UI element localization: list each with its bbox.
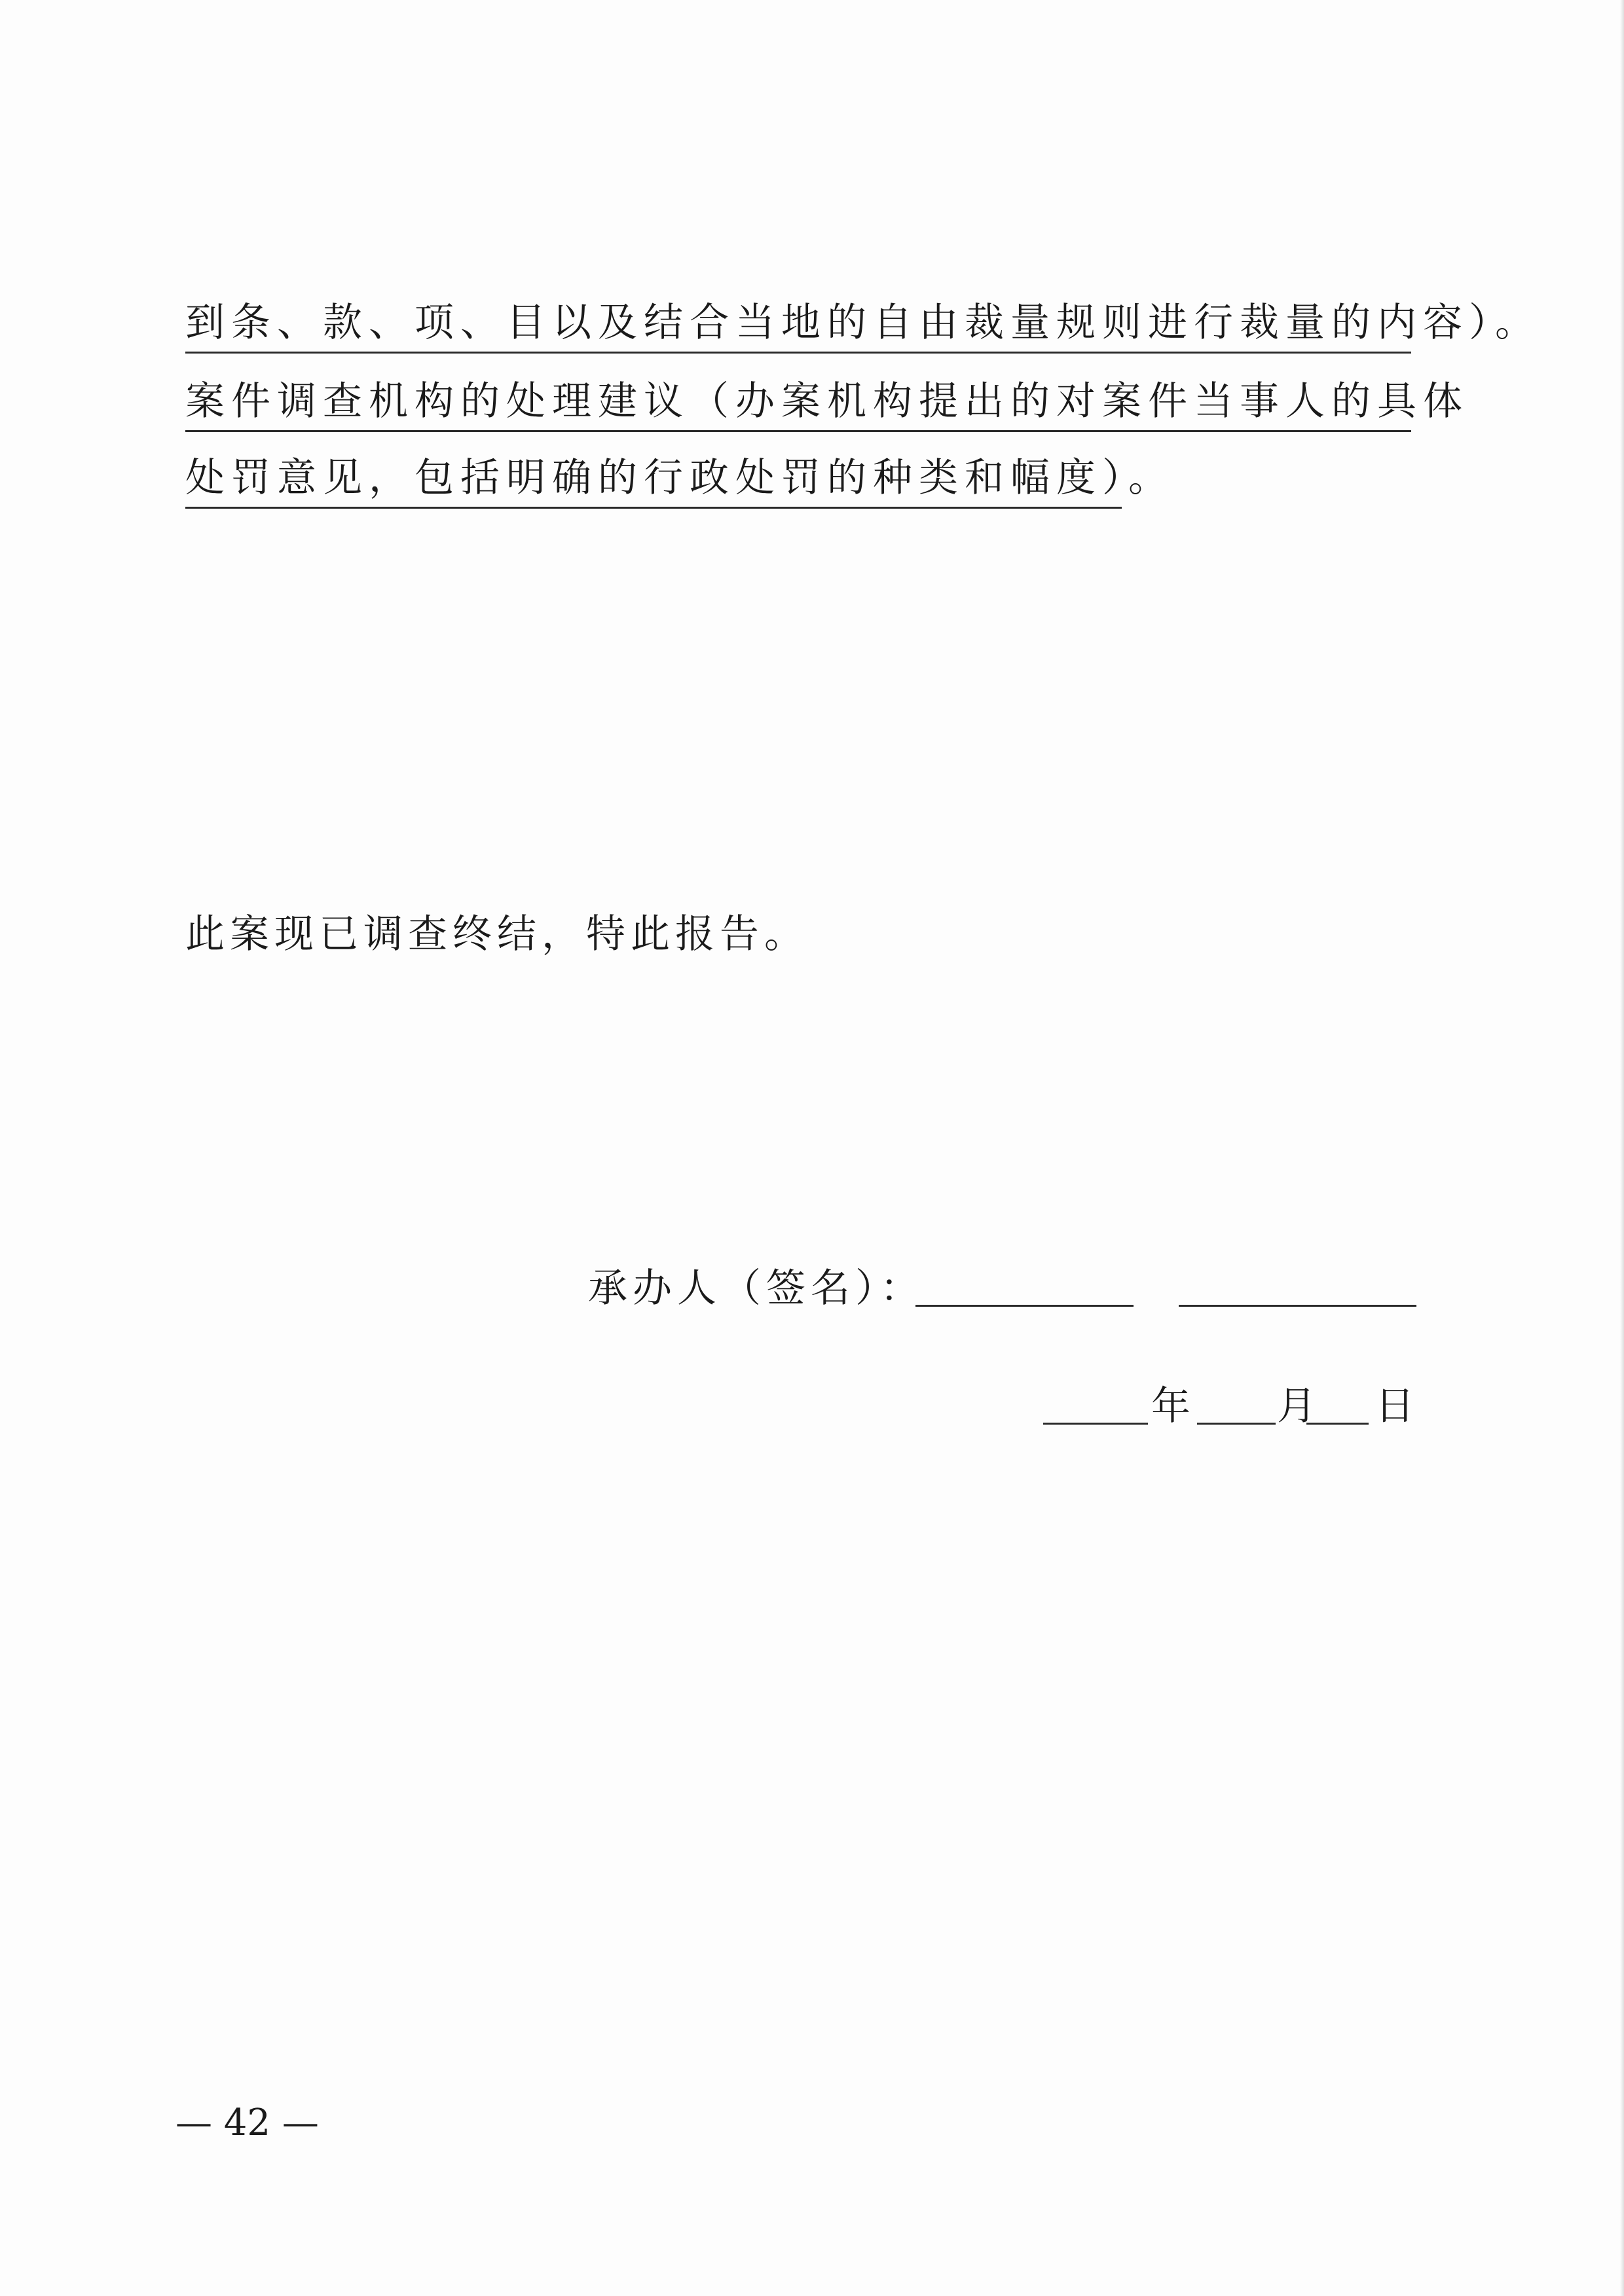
date-year-label: 年 bbox=[1151, 1383, 1190, 1429]
body-line-3: 处罚意见，包括明确的行政处罚的种类和幅度）。 bbox=[185, 458, 1122, 509]
date-day-label: 日 bbox=[1375, 1383, 1414, 1429]
conclusion-text: 此案现已调查终结，特此报告。 bbox=[185, 911, 809, 957]
signer-label: 承办人（签名）： bbox=[588, 1266, 925, 1311]
date-month-label: 月 bbox=[1277, 1383, 1316, 1429]
date-month-blank[interactable] bbox=[1197, 1423, 1276, 1425]
body-line-1: 到条、款、项、目以及结合当地的自由裁量规则进行裁量的内容）。 bbox=[185, 303, 1411, 354]
body-line-2: 案件调查机构的处理建议（办案机构提出的对案件当事人的具体 bbox=[185, 382, 1411, 432]
page-number: — 42 — bbox=[175, 2102, 319, 2144]
page-edge-shadow bbox=[1620, 0, 1624, 2296]
signature-blank-2[interactable] bbox=[1179, 1305, 1416, 1307]
date-year-blank[interactable] bbox=[1043, 1423, 1148, 1425]
date-day-blank[interactable] bbox=[1306, 1423, 1369, 1425]
signature-blank-1[interactable] bbox=[915, 1305, 1134, 1307]
